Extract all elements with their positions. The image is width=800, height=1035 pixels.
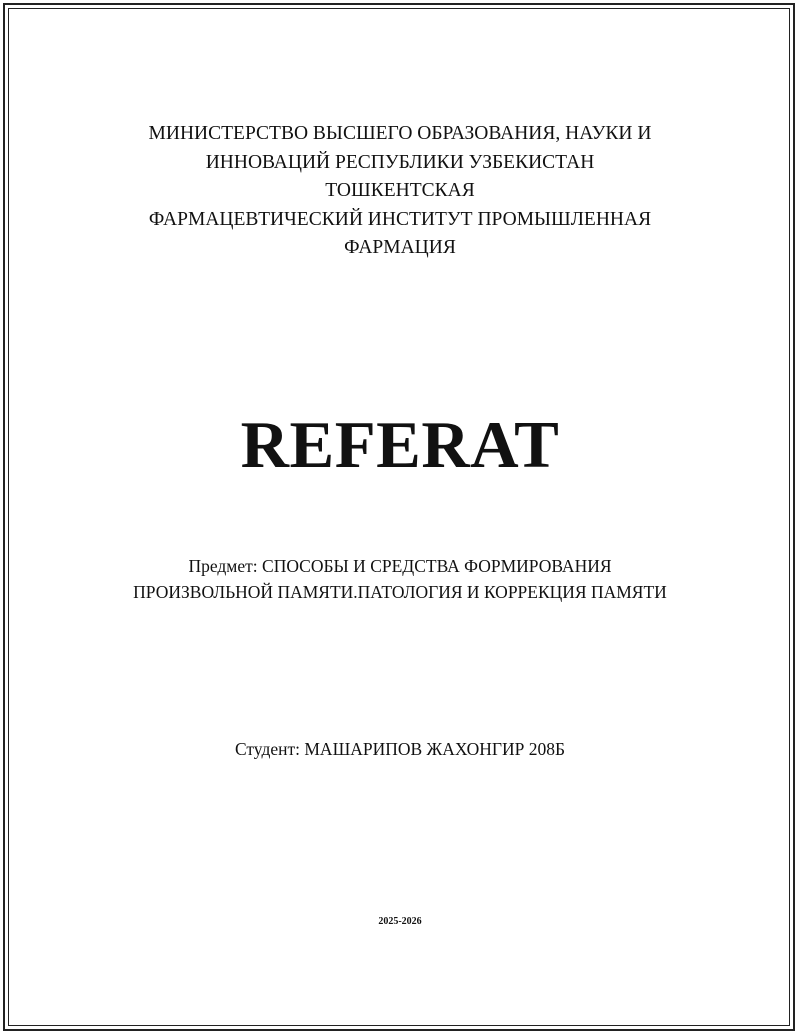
student-name: Студент: МАШАРИПОВ ЖАХОНГИР 208Б xyxy=(234,739,566,759)
header-line: ИННОВАЦИЙ РЕСПУБЛИКИ УЗБЕКИСТАН xyxy=(205,151,595,173)
header-line: МИНИСТЕРСТВО ВЫСШЕГО ОБРАЗОВАНИЯ, НАУКИ И xyxy=(148,123,652,144)
year-block xyxy=(0,914,800,930)
student-block xyxy=(0,736,800,762)
title-block xyxy=(0,405,800,485)
header-line: ТОШКЕНТСКАЯ xyxy=(325,180,475,201)
subject-block xyxy=(0,553,800,605)
institution-header xyxy=(0,120,800,263)
academic-year: 2025-2026 xyxy=(378,916,422,927)
subject-line: ПРОИЗВОЛЬНОЙ ПАМЯТИ.ПАТОЛОГИЯ И КОРРЕКЦИЯ ПАМЯТИ xyxy=(133,582,667,602)
subject-line: Предмет: СПОСОБЫ И СРЕДСТВА ФОРМИРОВАНИЯ xyxy=(188,556,612,576)
header-line: ФАРМАЦЕВТИЧЕСКИЙ ИНСТИТУТ ПРОМЫШЛЕННАЯ xyxy=(148,208,652,230)
header-line: ФАРМАЦИЯ xyxy=(344,237,456,258)
document-title: REFERAT xyxy=(240,408,560,482)
